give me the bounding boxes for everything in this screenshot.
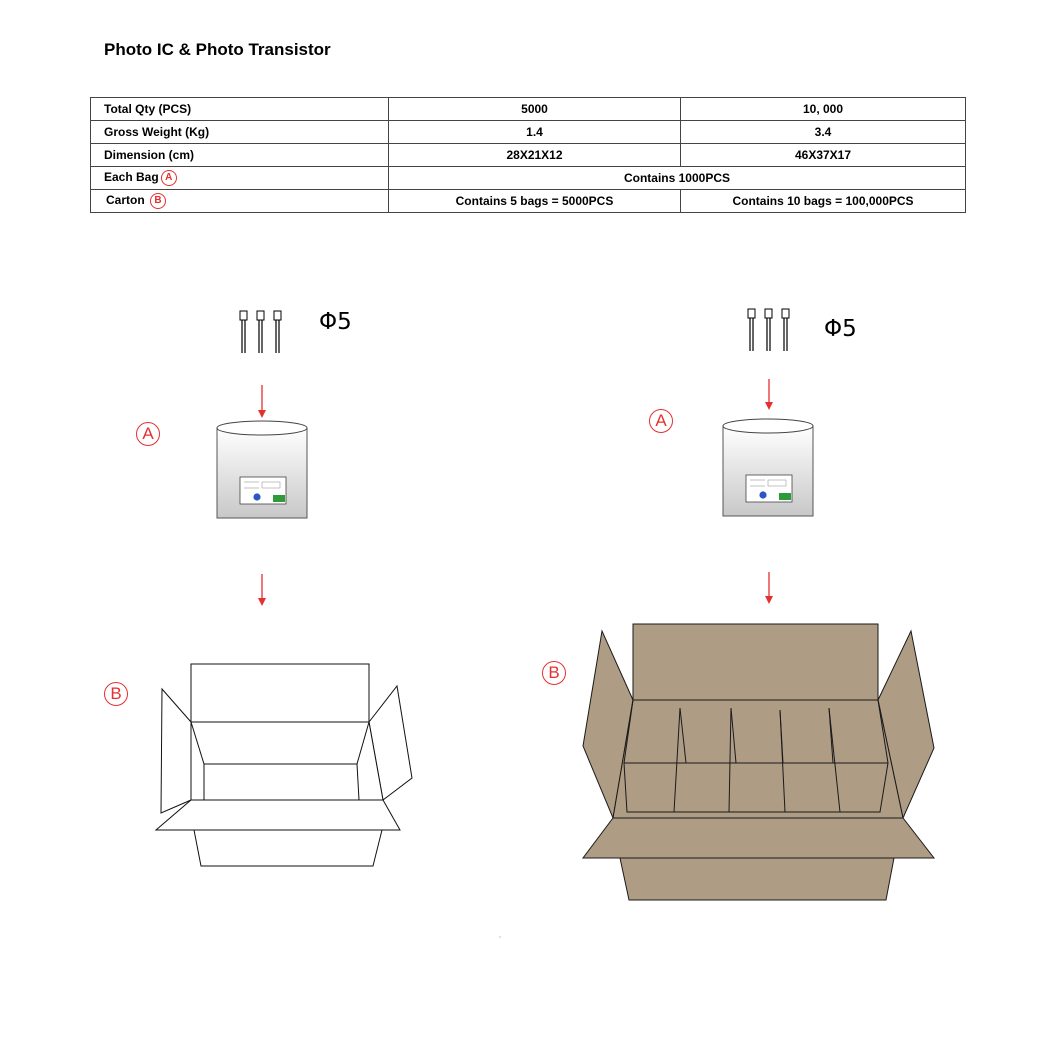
right-bag-icon [723,419,813,516]
right-bag-marker: A [649,409,673,433]
left-carton-marker: B [104,682,128,706]
right-components [748,309,789,351]
bag-marker-icon: A [161,170,177,186]
cell-value: 1.4 [389,121,681,144]
cell-value: 10, 000 [681,98,966,121]
left-bag-icon [217,421,307,518]
left-arrow-1-icon [258,385,266,418]
cell-value: 28X21X12 [389,144,681,167]
row-label: Gross Weight (Kg) [91,121,389,144]
left-components [240,311,281,353]
carton-marker-icon: B [150,193,166,209]
left-diameter-label: Φ5 [319,309,352,335]
page-title: Photo IC & Photo Transistor [104,40,331,59]
right-arrow-1-icon [765,379,773,410]
row-label: Dimension (cm) [91,144,389,167]
cell-value: 3.4 [681,121,966,144]
cell-value-merged: Contains 1000PCS [389,167,966,190]
row-label: Total Qty (PCS) [91,98,389,121]
row-label-text: Each Bag [104,170,159,185]
left-bag-marker: A [136,422,160,446]
right-arrow-2-icon [765,572,773,604]
right-diameter-label: Φ5 [824,316,857,342]
cell-value: Contains 5 bags = 5000PCS [389,190,681,213]
cell-value: 46X37X17 [681,144,966,167]
right-carton-marker: B [542,661,566,685]
row-label-text: Carton [106,193,145,208]
cell-value: 5000 [389,98,681,121]
left-carton-icon [156,664,412,866]
left-arrow-2-icon [258,574,266,606]
cell-value: Contains 10 bags = 100,000PCS [681,190,966,213]
right-carton-icon [583,624,934,900]
